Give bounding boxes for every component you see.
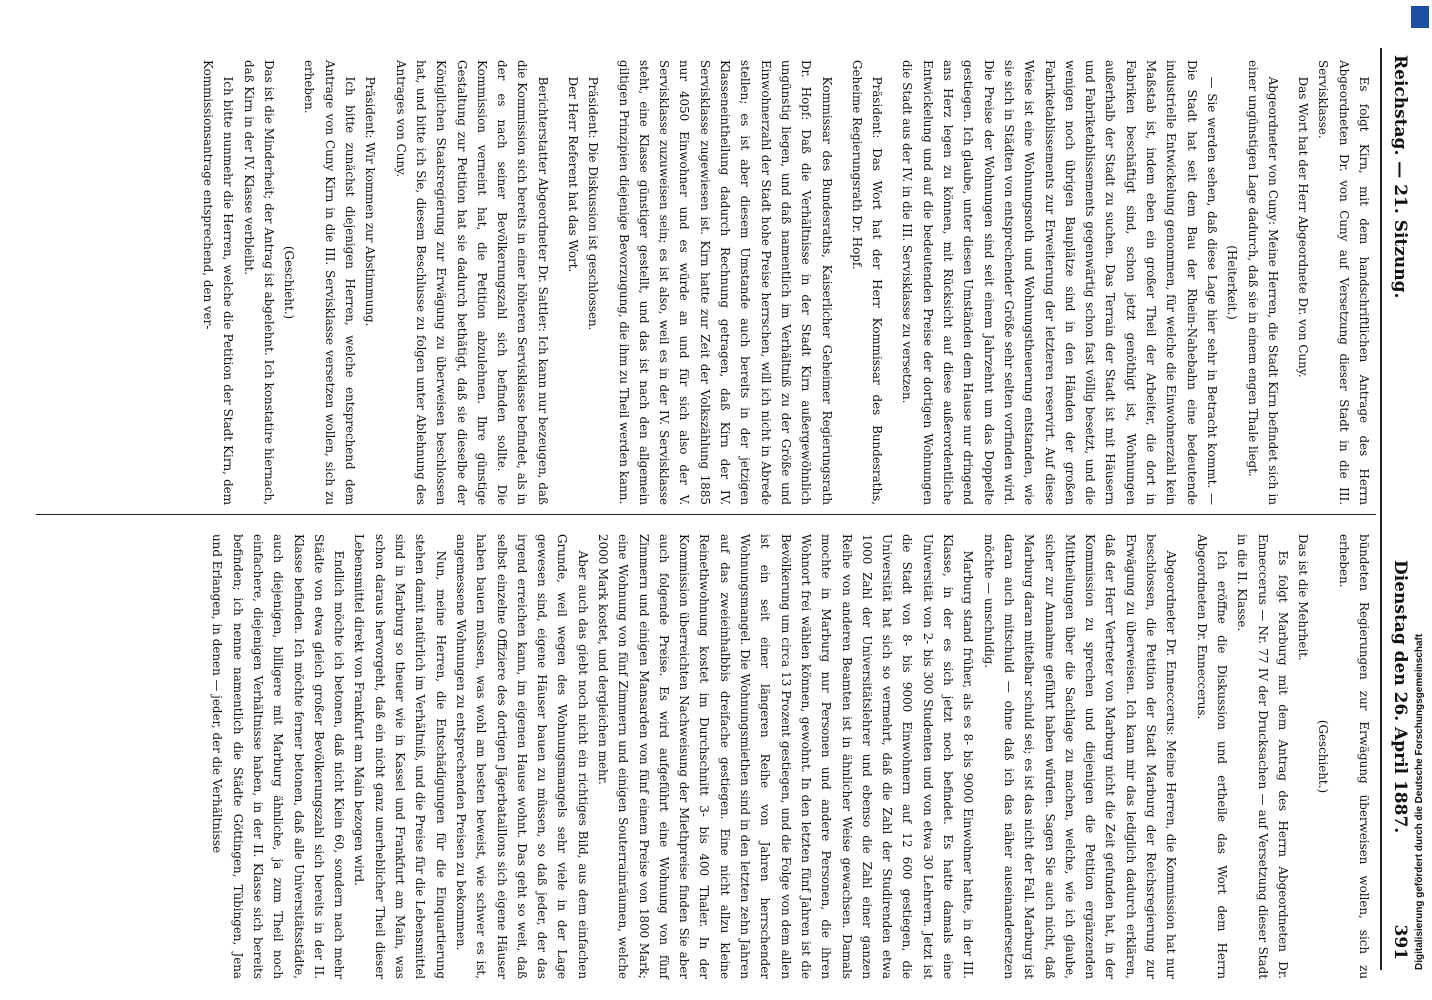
page-number: 391 [1390,924,1410,960]
paragraph: (Heiterkeit.) [1225,245,1240,320]
paragraph: Endlich möchte ich betonen, daß nicht Kiein 60, sondern nach mehr Städte von etwa gleich großer Bevölkerungszahl sich bereits in der II. Klasse befinden. Ich möchte ferner betonen, daß alle Universitätsstädte, auch diejenigen, billigere mit Marburg ähnliche, ja zum Theil noch einfachere, diejenigen Verhältnisse haben, in der II. Klasse sich bereits befinden; ich nenne namentlich die Städte Göttingen, Tübingen, Jena und Erlangen, in denen — jeder, der die Verhältnisse [210,534,347,979]
paragraph: Berichterstatter Abgeordneter Dr. Sattler: Ich kann nur bezeugen, daß die Kommission sich bereits in einer höheren Servisklasse befindet, als in der es nach seiner Bevölkerungszahl sich befinden sollte. Die Kommission verneint hat, die Petition abzulehnen. Ihre günstige Gestaltung zur Petition hat sie dadurch bethätigt, daß sie dieselbe der Königlichen Staatsregierung zur Erwägung zu überweisen beschlossen hat, und bitte ich Sie, diesem Beschlusse zu folgen unter Ablehnung des Antrages von Cuny. [393,60,550,505]
paragraph: Präsident: Die Diskussion ist geschlossen. [586,76,601,331]
paragraph: (Geschieht.) [1316,719,1331,794]
paragraph: Marburg stand früher, als es 8- bis 9000 Einwohner hatte, in der III. Klasse, in der es sich jetzt noch befindet. Es hatte damals eine Universität von 2- bis 300 Studenten und von etwa 30 Lehrern. Jetzt ist die Stadt von 8- bis 9000 Einwohnern auf 12 600 gestiegen, die Universität hat sich so vermehrt, daß die Zahl der Studirenden etwa 1000 Zahl der Universitätslehrer und ebenso die Zahl einer ganzen Reihe von anderen Beamten ist in ähnlicher Weise gewachsen. Damals mochte in Marburg nur Personen und andere Personen, die ihren Wohnort frei wählen können, gewohnt. In den letzten fünf Jahren ist die Bevölkerung um circa 13 Prozent gestiegen, und die Folge von dem allen ist ein seit einer längeren Reihe von Jahren herrschender Wohnungsmangel. Die Wohnungsmiethen sind in den letzten zehn Jahren auf das zweieinhalbbis dreifache gestiegen. Eine nicht allzu kleine Reinethwohnung kostet im Durchschnitt 3- bis 400 Thaler. In der Kommission überreichten Nachweisung der Miethpreise finden Sie aber auch folgende Preise. Es wird aufgeführt eine Wohnung von fünf Zimmern und einigen Mansarden von fünf einem Preise von 1800 Mark; eine Wohnung von fünf Zimmern und einigen Souterrainräumen, welche 2000 Mark kostet, und dergleichen mehr. [596,534,976,979]
paragraph: Abgeordneter von Cuny: Meine Herren, die Stadt Kirn befindet sich in einer ungünstigen Lage dadurch, daß sie in einem engen Thale liegt. [1245,60,1280,505]
paragraph-gap [1181,534,1191,979]
page-header-date: Dienstag den 26. April 1887. [1390,560,1410,834]
paragraph: Kommissar des Bundesraths, Kaiserlicher Geheimer Regierungsrath Dr. Hopf: Daß die Verhältnisse in der Stadt Kirn außergewöhnlich ungünstig liegen, und daß namentlich im Verhältniß zu der Größe und Einwohnerzahl der Stadt hohe Preise herrschen, will ich nicht in Abrede stellen; es ist aber diesem Umstande auch bereits in der jetzigen Klasseneintheilung dadurch Rechnung getragen, daß Kirn der IV. Servisklasse zugewiesen ist. Kirn hatte zur Zeit der Volkszählung 1885 nur 4050 Einwohner und es würde an und für sich also der V. Servisklasse zuzuweisen sein; es ist also, weil es in der IV. Servisklasse steht, eine Klasse günstiger gestellt, und das ist nach den allgemein giltigen Prinzipien diejenige Bevorzugung, die ihm zu Theil werden kann. [616,60,834,505]
header-rule [1380,48,1382,970]
paragraph: Das ist die Minderheit; der Antrag ist abgelehnt. Ich konstatire hiernach, daß Kirn in der IV. Klasse verbleibt. [241,60,276,505]
paragraph: Der Herr Referent hat das Wort. [566,76,581,273]
paragraph-gap [837,60,847,505]
paragraph: Präsident: Wir kommen zur Abstimmung. [363,76,378,327]
paragraph: Das ist die Mehrheit. [1296,534,1311,661]
dfg-logo-icon [1411,6,1429,28]
right-column [207,534,1374,979]
paragraph-gap [603,60,613,505]
page-header-session: Reichstag. — 21. Sitzung. [1390,55,1410,299]
digitization-credit-text: Digitalisierung gefördert durch die Deutsche Forschungsgemeinschaft [1414,633,1425,970]
paragraph-gap [553,60,563,505]
paragraph-gap [1283,60,1293,505]
paragraph: Präsident: Das Wort hat der Herr Kommissar des Bundesraths, Geheime Regierungsrath Dr. Hopf. [849,60,885,505]
paragraph: (Geschieht.) [282,245,297,320]
paragraph: Es folgt Marburg mit dem Antrag des Herrn Abgeordneten Dr. Enneccerus — Nr. 77 IV der Drucksachen — auf Versetzung dieser Stadt in die II. Klasse. [1235,534,1290,979]
left-column [198,60,1374,505]
paragraph: — Sie werden sehen, daß diese Lage hier sehr in Betracht kommt. — Die Stadt hat seit dem Bau der Rhein-Nahebahn eine bedeutende industrielle Entwickelung genommen, für welche die Einwohnerzahl kein Maßstab ist, indem eben ein großer Theil der Arbeiter, die dort in Fabriken beschäftigt sind, schon jetzt genöthigt ist, Wohnungen außerhalb der Stadt zu suchen. Das Terrain der Stadt ist mit Häusern und Fabriketablissements gegenwärtig schon fast völlig besetzt, und die wenigen noch übrigen Bauplätze sind in den Händen der großen Fabriketablissements zur Erweiterung der letzteren reservirt. Auf diese Weise ist eine Wohnungsnoth und Wohnungstheuerung entstanden, wie sie sich in Städten von entsprechender Größe sehr selten vorfinden wird. Die Preise der Wohnungen sind seit einem Jahrzehnt um das Doppelte gestiegen. Ich glaube, unter diesen Umständen dem Hause nur dringend ans Herz legen zu können, mit Rücksicht auf diese außerordentliche Entwickelung und auf die bedeutenden Preise der dortigen Wohnungen die Stadt aus der IV. in die III. Servisklasse zu versetzen. [900,60,1219,505]
paragraph: Ich bitte nunmehr die Herren, welche die Petition der Stadt Kirn, dem Kommissionsantrage entsprechend, den ver- [200,60,236,505]
paragraph: Das Wort hat der Herr Abgeordnete Dr. von Cuny. [1296,76,1311,378]
paragraph-gap [380,60,390,505]
paragraph: Es folgt Kirn, mit dem handschriftlichen Antrage des Herrn Abgeordneten Dr. von Cuny auf Versetzung dieser Stadt in die III. Servisklasse. [1316,60,1371,505]
paragraph-gap [887,60,897,505]
column-divider [36,514,1376,515]
paragraph: Abgeordneter Dr. Enneccerus: Meine Herren, die Kommission hat nur beschlossen, die Petition der Stadt Marburg der Reichsregierung zur Erwägung zu überweisen. Ich kann mir das lediglich dadurch erklären, daß der Herr Vertreter von Marburg nicht die Zeit gefunden hat, in der Kommission zu sprechen und diejenigen die Petition ergänzenden Mittheilungen über die Sachlage zu machen, welche, wie ich glaube, sicher zur Annahme geführt haben würden. Sagen Sie auch nicht, daß Marburg daran mittelbar schuld sei; es ist das nicht der Fall. Marburg ist daran auch mitschuld — ohne daß ich das näher auseinandersetzen möchte — unschuldig. [981,534,1179,979]
paragraph: bündeten Regierungen zur Erwägung überweisen wollen, sich zu erheben. [1336,534,1371,979]
paragraph: Ich bitte zunächst diejenigen Herren, welche entsprechend dem Antrage von Cuny Kirn in die III. Servisklasse versetzen wollen, sich zu erheben. [302,60,358,505]
paragraph: Aber auch das giebt noch nicht ein richtiges Bild, aus dem einfachen Grunde, weil wegen des Wohnungsmangels sehr viele in der Lage gewesen sind, eigene Häuser bauen zu müssen, so daß jeder, der das irgend erreichen kann, im eigenen Hause wohnt. Das geht so weit, daß selbst einzelne Offiziere des dortigen Jägerbataillons sich eigene Häuser haben bauen müssen, was wohl am besten beweist, wie schwer es ist, angemessene Wohnungen zu entsprechenden Preisen zu bekommen. [453,534,590,979]
paragraph: Nun, meine Herren, die Entschädigungen für die Einquartierung stehen damit natürlich im Verhältniß, und die Preise für die Lebensmittel sind in Marburg so theuer wie in Kassel und Frankfurt am Main, was schon daraus hervorgeht, daß ein nicht ganz unerheblicher Theil dieser Lebensmittel direkt von Frankfurt am Main bezogen wird. [352,534,448,979]
digitization-credit [1410,30,1430,970]
paragraph: Ich eröffne die Diskussion und ertheile das Wort dem Herrn Abgeordneten Dr. Enneccerus. [1194,534,1229,979]
